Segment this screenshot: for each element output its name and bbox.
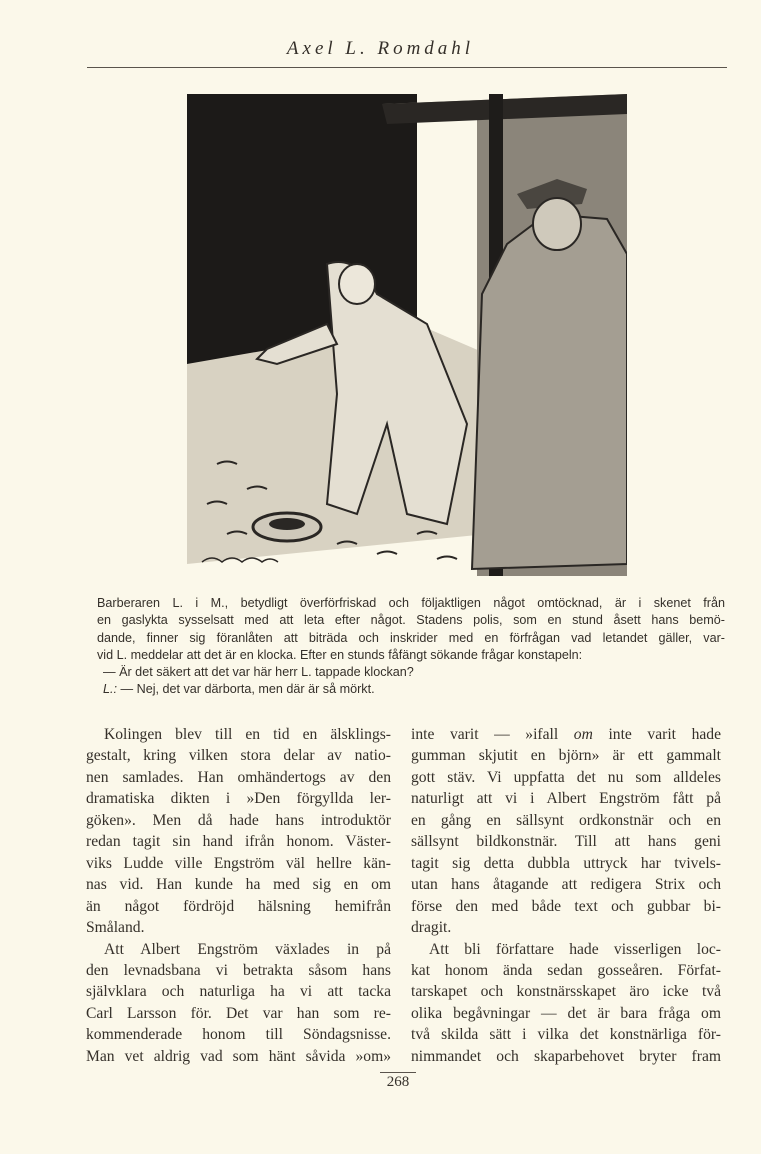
running-title: Axel L. Romdahl	[286, 38, 475, 59]
illustration-caption	[97, 595, 725, 699]
left-column	[86, 724, 391, 1067]
text-fragment: inte varit — »ifall	[411, 726, 574, 743]
text-line: redan tagit sin hand ifrån honom. Väster-	[86, 833, 391, 851]
text-line: gott stäv. Vi uppfatta det nu som alldeles	[411, 768, 721, 786]
caption-speaker: L.:	[103, 682, 118, 697]
text-line	[411, 724, 721, 745]
text-line: göken». Men då hade hans introduktör	[86, 811, 391, 829]
text-line: än något fördröjd hälsning hemifrån	[86, 897, 391, 915]
text-line: utan hans åtagande att redigera Strix och	[411, 876, 721, 894]
text-line: viks Ludde ville Engström väl hellre kän-	[86, 854, 391, 872]
text-line: Man vet aldrig vad som hänt såvida »om»	[86, 1047, 391, 1065]
text-line: nas vid. Han kunde ha med sig en om	[86, 876, 391, 894]
text-line: förse den med både text och gubbar bi-	[411, 897, 721, 915]
caption-reply: — Nej, det var därborta, men där är så mörkt.	[120, 682, 375, 697]
page-number-rule	[380, 1072, 416, 1073]
emphasis: om	[573, 726, 593, 743]
text-line: Carl Larsson för. Det var han som re-	[86, 1004, 391, 1022]
caption-line: vid L. meddelar att det är en klocka. Efter en stunds fåfängt sökande frågar konstapeln:	[97, 647, 583, 662]
text-line: nimmandet och skaparbehovet bryter fram	[411, 1047, 721, 1065]
caption-line: en gaslykta sysselsatt med att leta efter något. Stadens polis, som en stund åsett hans bemö-	[97, 613, 725, 628]
text-line: en gång en sällsynt ordkonstnär och en	[411, 811, 721, 829]
text-line: självklara och naturliga ha vi att tacka	[86, 983, 391, 1001]
text-line: dragit.	[411, 919, 452, 937]
text-fragment: inte varit hade	[592, 726, 721, 743]
text-line: kat honom ända sedan gosseåren. Förfat-	[411, 961, 721, 979]
text-line: dramatiska dikten i »Den förgyllda ler-	[86, 790, 391, 808]
caption-line: Barberaren L. i M., betydligt överförfriskad och följaktligen något omtöcknad, är i skenet från	[97, 596, 725, 610]
text-line: gumman skjutit en björn» är ett gammalt	[411, 747, 721, 765]
text-line: naturligt att vi i Albert Engström fått på	[411, 790, 721, 808]
text-line: två skilda sätt i vilka det konstnärliga för-	[411, 1026, 721, 1044]
text-line: den levnadsbana vi betrakta såsom hans	[86, 961, 391, 979]
text-line: olika begåvningar — det är bara fråga om	[411, 1004, 721, 1022]
text-line: nen samlades. Han omhändertogs av den	[86, 768, 391, 786]
illustration-drawing	[187, 94, 627, 576]
header-rule	[87, 67, 727, 68]
text-line: tarskapet och konstnärsskapet äro icke två	[411, 983, 721, 1001]
caption-line	[97, 681, 725, 698]
text-line: Att Albert Engström växlades in på	[104, 940, 391, 958]
text-line: kommenderade honom till Söndagsnisse.	[86, 1026, 391, 1044]
text-line: sällsynt bildkonstnär. Till att hans geni	[411, 833, 721, 851]
text-line: Kolingen blev till en tid en älsklings-	[104, 726, 391, 743]
text-line: gestalt, kring vilken stora delar av natio-	[86, 747, 391, 765]
caption-line: dande, finner sig föranlåten att biträda och inskrider med en förfrågan vad letandet gäller, var-	[97, 630, 725, 645]
text-line: tagit sig detta dubbla uttryck har tvivels-	[411, 854, 721, 872]
caption-line: — Är det säkert att det var här herr L. tappade klockan?	[103, 665, 414, 680]
page-number: 268	[386, 1074, 410, 1090]
text-line: Att bli författare hade visserligen loc-	[429, 940, 721, 958]
right-column	[411, 724, 721, 1067]
illustration	[187, 94, 627, 576]
text-line: Småland.	[86, 919, 145, 937]
